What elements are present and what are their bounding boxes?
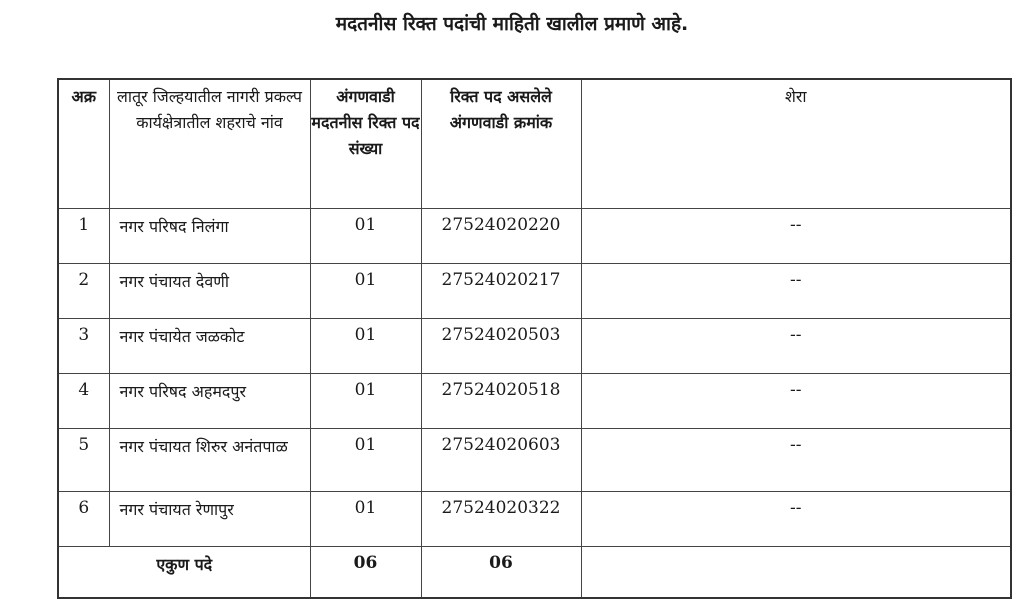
page-title: मदतनीस रिक्त पदांची माहिती खालील प्रमाणे आहे. xyxy=(335,13,689,35)
row-city: नगर पंचायत शिरुर अनंतपाळ xyxy=(109,429,310,492)
row-code: 27524020518 xyxy=(421,374,581,429)
row-remarks: -- xyxy=(581,374,1011,429)
row-count: 01 xyxy=(310,264,421,319)
row-remarks: -- xyxy=(581,429,1011,492)
header-remarks: शेरा xyxy=(581,79,1011,209)
row-count: 01 xyxy=(310,209,421,264)
row-code: 27524020220 xyxy=(421,209,581,264)
table-row xyxy=(58,264,1011,319)
row-sr: 2 xyxy=(58,264,109,319)
row-count: 01 xyxy=(310,429,421,492)
row-sr: 6 xyxy=(58,492,109,547)
row-sr: 1 xyxy=(58,209,109,264)
row-sr: 5 xyxy=(58,429,109,492)
row-remarks: -- xyxy=(581,492,1011,547)
row-remarks: -- xyxy=(581,209,1011,264)
row-sr: 4 xyxy=(58,374,109,429)
row-remarks: -- xyxy=(581,319,1011,374)
row-count: 01 xyxy=(310,319,421,374)
total-codes: 06 xyxy=(421,547,581,599)
row-city: नगर परिषद निलंगा xyxy=(109,209,310,264)
row-sr: 3 xyxy=(58,319,109,374)
row-count: 01 xyxy=(310,374,421,429)
row-code: 27524020603 xyxy=(421,429,581,492)
vacancy-table xyxy=(57,78,1012,599)
row-remarks: -- xyxy=(581,264,1011,319)
total-count: 06 xyxy=(310,547,421,599)
row-city: नगर पंचायत रेणापुर xyxy=(109,492,310,547)
table-row xyxy=(58,209,1011,264)
row-count: 01 xyxy=(310,492,421,547)
table-row xyxy=(58,429,1011,492)
header-count: अंगणवाडी मदतनीस रिक्त पद संख्या xyxy=(310,79,421,209)
total-remarks-cell xyxy=(581,547,1011,599)
row-code: 27524020503 xyxy=(421,319,581,374)
row-city: नगर पंचायेत जळकोट xyxy=(109,319,310,374)
total-label: एकुण पदे xyxy=(58,547,310,599)
header-city: लातूर जिल्हयातील नागरी प्रकल्प कार्यक्षेत्रातील शहराचे नांव xyxy=(109,79,310,209)
table-row xyxy=(58,492,1011,547)
header-sr: अक्र xyxy=(58,79,109,209)
table-header-row xyxy=(58,79,1011,209)
row-code: 27524020217 xyxy=(421,264,581,319)
row-code: 27524020322 xyxy=(421,492,581,547)
row-city: नगर पंचायत देवणी xyxy=(109,264,310,319)
table-row xyxy=(58,374,1011,429)
table-row xyxy=(58,319,1011,374)
row-city: नगर परिषद अहमदपुर xyxy=(109,374,310,429)
total-row xyxy=(58,547,1011,599)
header-code: रिक्त पद असलेले अंगणवाडी क्रमांक xyxy=(421,79,581,209)
